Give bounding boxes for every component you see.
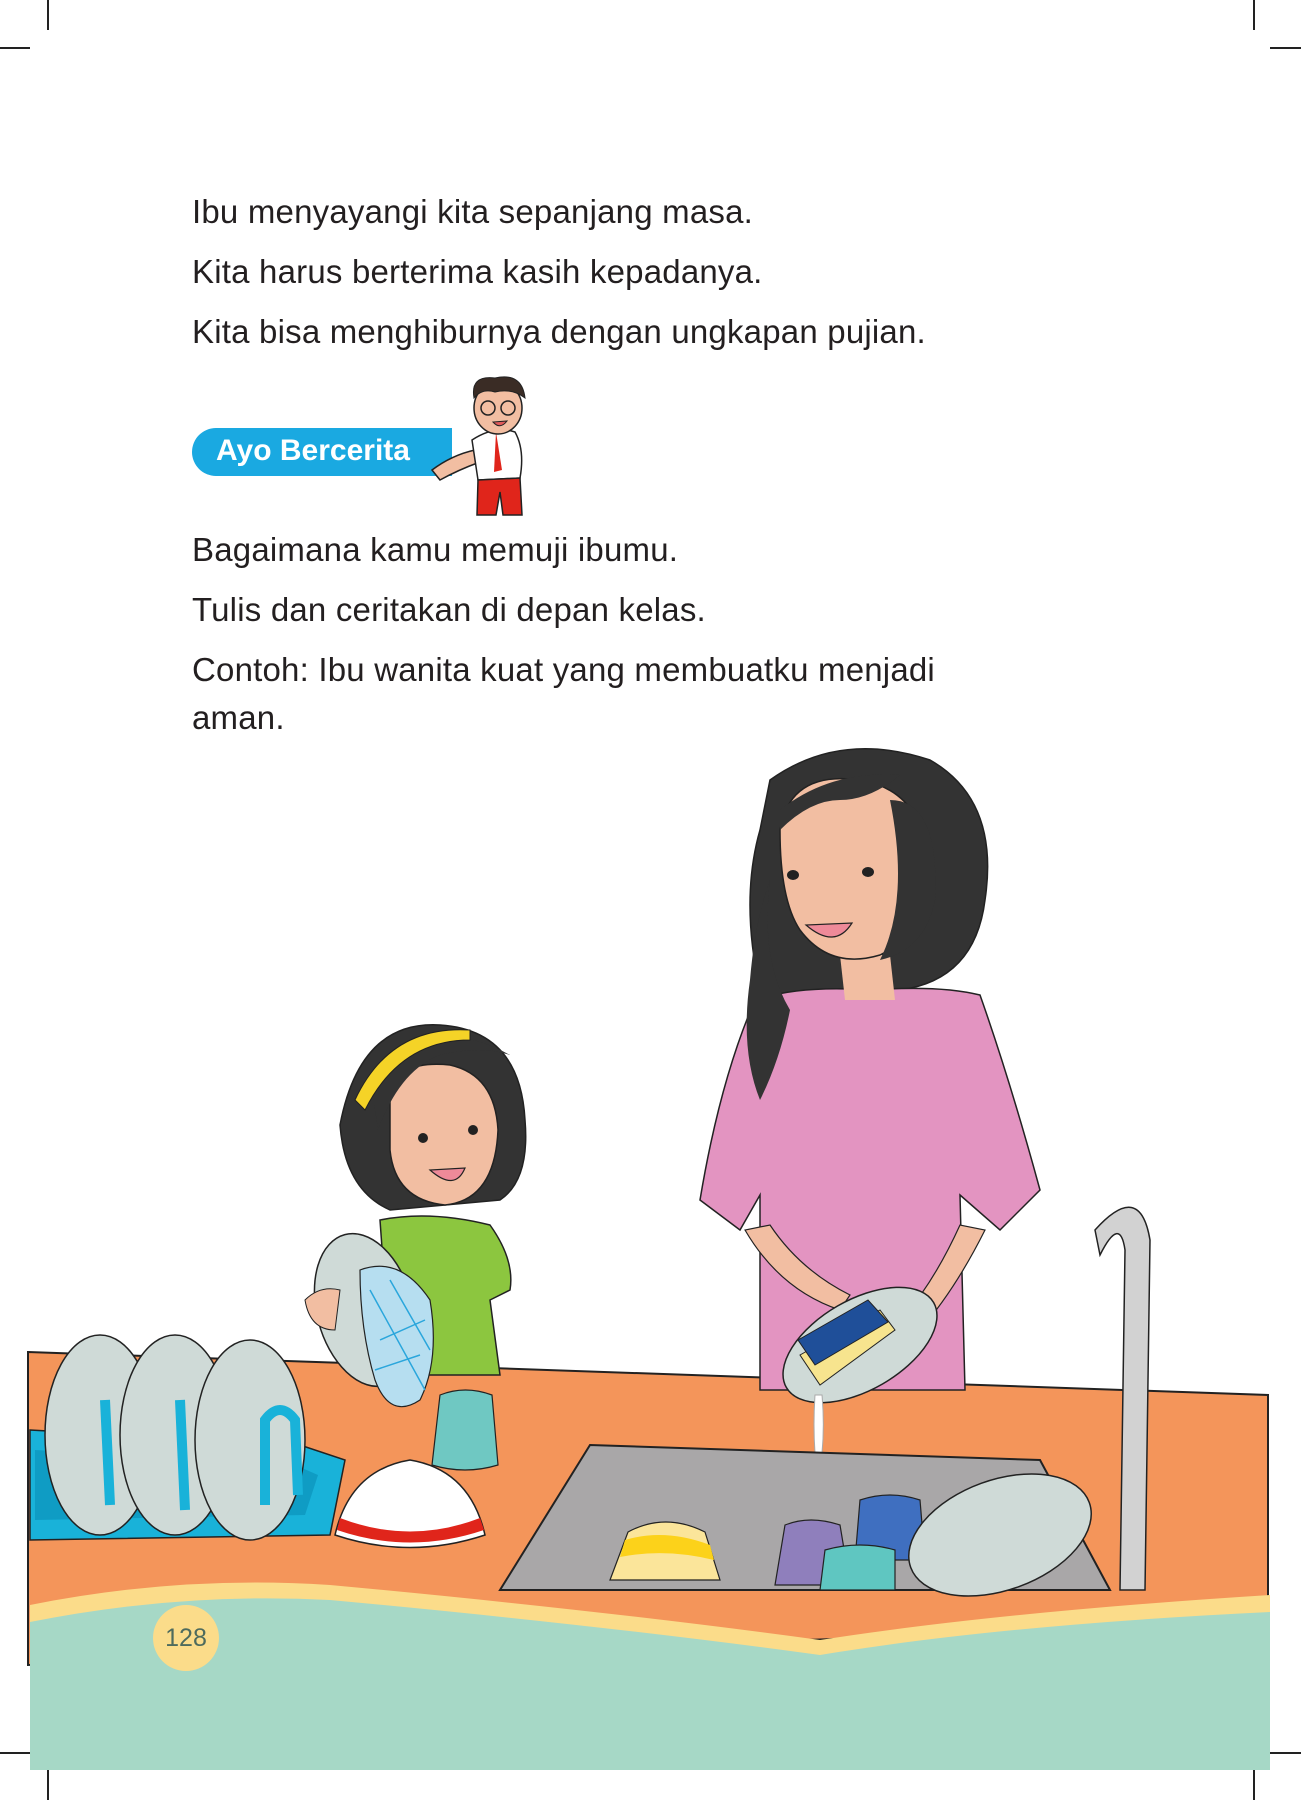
text-line: Kita harus berterima kasih kepadanya. (192, 253, 763, 290)
text-line: Ibu menyayangi kita sepanjang masa. (192, 193, 754, 230)
text-line: Kita bisa menghiburnya dengan ungkapan pujian. (192, 313, 926, 350)
page-number: 128 (153, 1605, 219, 1671)
text-line: aman. (192, 699, 285, 736)
text-line: Bagaimana kamu memuji ibumu. (192, 531, 679, 568)
text-line: Tulis dan ceritakan di depan kelas. (192, 591, 706, 628)
section-badge-label: Ayo Bercerita (216, 434, 410, 467)
text-line: Contoh: Ibu wanita kuat yang membuatku menjadi (192, 651, 935, 688)
